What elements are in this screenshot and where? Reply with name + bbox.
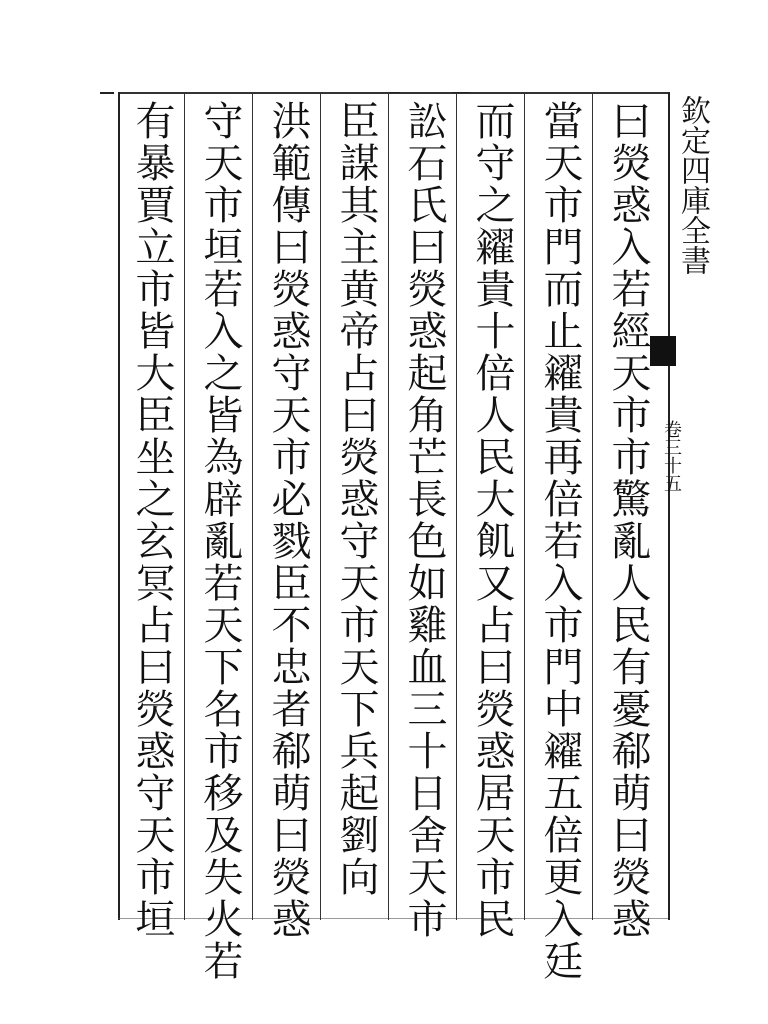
text-segment: 守天市垣若入之皆為辟亂若天下名市移及失火若 [197, 100, 243, 982]
text-segment: 劉向 [333, 814, 379, 898]
text-segment: 石氏曰熒惑起角芒長色如雞血三十日舍天市 [401, 142, 447, 940]
text-segment: 而守之糴貴十倍人民大飢 [469, 100, 515, 562]
column-rule [592, 92, 593, 920]
column-rule [456, 92, 457, 920]
text-column [190, 100, 250, 982]
column-rule [320, 92, 321, 920]
margin-title: 欽定四庫全書 [675, 95, 710, 275]
top-mark [452, 92, 470, 93]
text-segment: 臣謀其主 [333, 100, 379, 268]
column-rule [388, 92, 389, 920]
text-column [462, 100, 522, 940]
text-column [326, 100, 386, 915]
text-column [122, 100, 182, 940]
text-segment: 有暴賈立市皆大臣坐之 [129, 100, 175, 520]
text-segment: 當天市門而止糴貴再倍若入市門中糴五倍更入廷 [537, 100, 583, 982]
text-segment: 郗萌曰熒惑 [605, 730, 651, 940]
text-segment: 訟 [401, 100, 447, 142]
text-column [258, 100, 318, 940]
text-column [394, 100, 454, 940]
corner-mark [100, 92, 114, 94]
text-segment: 玄冥占曰熒惑守天市垣 [129, 520, 175, 940]
text-segment: 又占曰熒惑居天市民 [469, 562, 515, 940]
text-column [530, 100, 590, 982]
text-segment: 郗萌曰熒惑 [265, 730, 311, 940]
top-mark [390, 92, 400, 93]
column-rule [252, 92, 253, 920]
text-segment: 黄帝占曰熒惑守天市天下兵起 [333, 268, 379, 814]
column-rule [524, 92, 525, 920]
text-segment: 曰熒惑入若經天市市驚亂人民有憂 [605, 100, 651, 730]
text-segment: 洪範傳曰熒惑守天市必戮臣不忠者 [265, 100, 311, 730]
volume-label: 卷三十五 [661, 420, 682, 492]
column-rule [184, 92, 185, 920]
text-column [598, 100, 658, 940]
